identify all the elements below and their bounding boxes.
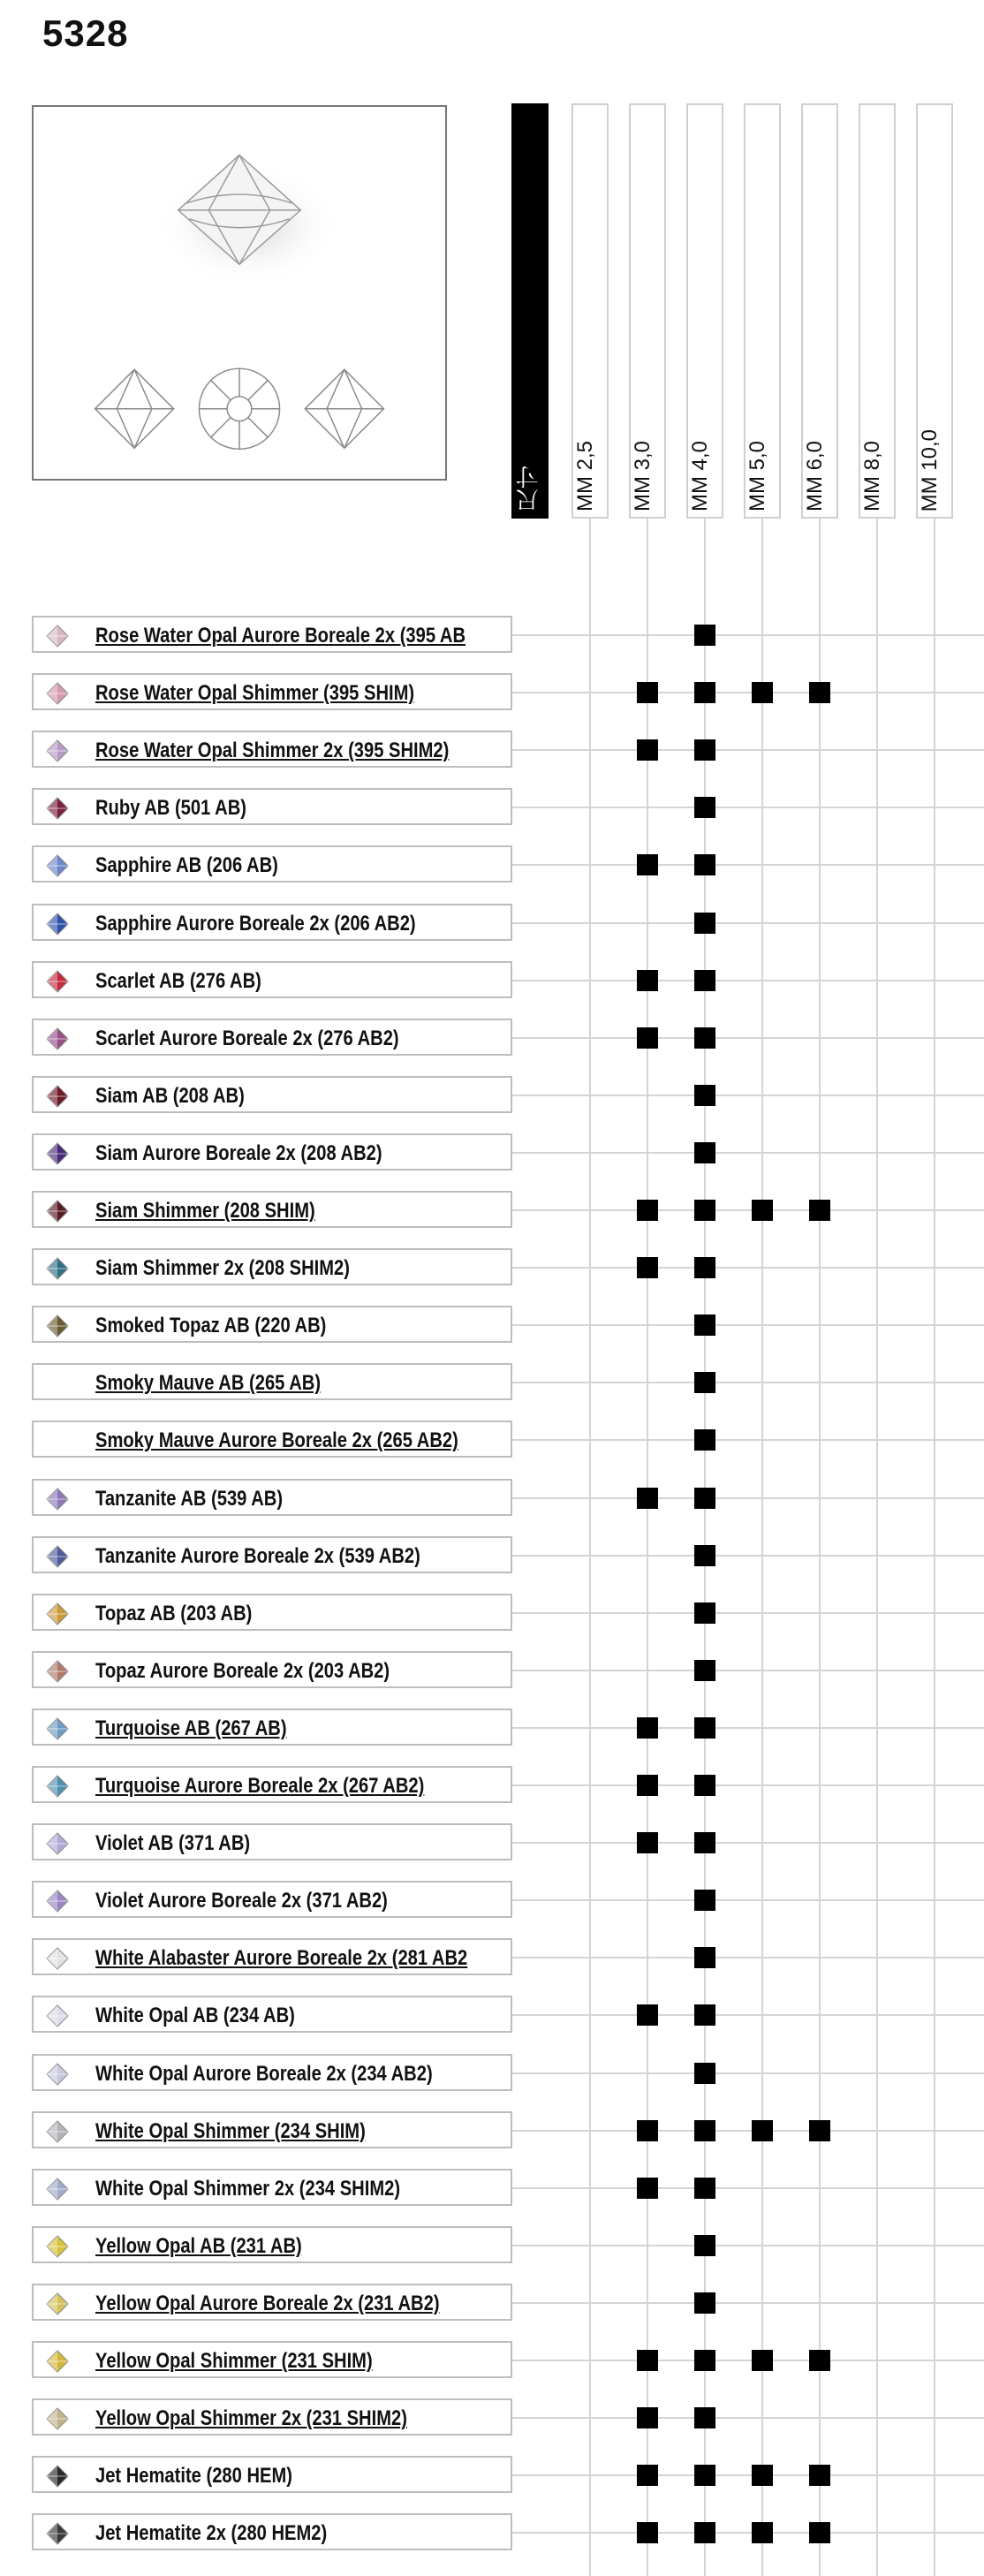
crystal-swatch-icon	[46, 625, 69, 648]
crystal-swatch-icon	[46, 2235, 69, 2258]
availability-mark	[809, 2465, 830, 2486]
availability-mark	[637, 1488, 658, 1509]
variant-label-box	[32, 1479, 512, 1516]
variant-row	[0, 1004, 984, 1062]
size-column-label: MM 8,0	[860, 440, 884, 511]
availability-mark	[694, 913, 715, 934]
row-gridline	[512, 1382, 984, 1383]
crystal-swatch-icon	[46, 2120, 69, 2143]
availability-mark	[752, 2465, 773, 2486]
crystal-swatch-icon	[46, 1027, 69, 1050]
variant-row	[0, 2154, 984, 2212]
variant-name: Sapphire AB (206 AB)	[95, 853, 278, 878]
availability-mark	[694, 1142, 715, 1163]
variant-row	[0, 601, 984, 659]
variant-row	[0, 1061, 984, 1119]
row-gridline	[512, 922, 984, 924]
crystal-swatch-icon	[46, 1257, 69, 1280]
crystal-swatch-icon	[46, 1602, 69, 1625]
availability-mark	[694, 682, 715, 703]
row-gridline	[512, 1439, 984, 1441]
availability-mark	[637, 1200, 658, 1221]
availability-mark	[694, 739, 715, 761]
variant-label-box	[32, 1766, 512, 1803]
crystal-swatch-icon	[46, 1315, 69, 1337]
variant-row	[0, 1233, 984, 1292]
crystal-swatch-icon	[46, 2292, 69, 2315]
variant-name: Yellow Opal Aurore Boreale 2x (231 AB2)	[95, 2291, 440, 2315]
variant-name: Smoky Mauve AB (265 AB)	[95, 1371, 322, 1396]
availability-mark	[752, 1200, 773, 1221]
availability-mark	[694, 2178, 715, 2199]
variant-label-box	[32, 961, 512, 998]
availability-mark	[694, 970, 715, 991]
availability-mark	[694, 2235, 715, 2256]
variant-label-box	[32, 2398, 512, 2436]
variant-row	[0, 2096, 984, 2155]
row-gridline	[512, 1670, 984, 1671]
availability-mark	[694, 854, 715, 875]
crystal-swatch-icon	[46, 2350, 69, 2373]
crystal-swatch-icon	[46, 1947, 69, 1970]
row-gridline	[512, 1152, 984, 1154]
availability-mark	[809, 1200, 830, 1221]
row-gridline	[512, 1957, 984, 1959]
crystal-swatch-icon	[46, 739, 69, 762]
variant-label-box	[32, 2226, 512, 2263]
availability-mark	[694, 1947, 715, 1968]
row-gridline	[512, 807, 984, 808]
availability-mark	[694, 1027, 715, 1049]
availability-mark	[694, 1372, 715, 1393]
availability-mark	[694, 1257, 715, 1278]
availability-mark	[809, 2120, 830, 2141]
availability-mark	[694, 1775, 715, 1796]
availability-mark	[694, 1200, 715, 1221]
row-gridline	[512, 980, 984, 981]
availability-mark	[694, 2350, 715, 2371]
availability-mark	[694, 2063, 715, 2084]
row-gridline	[512, 2072, 984, 2074]
crystal-swatch-icon	[46, 1775, 69, 1798]
variant-name: Siam Shimmer 2x (208 SHIM2)	[95, 1256, 350, 1281]
size-column-label: MM 6,0	[803, 440, 827, 511]
availability-mark	[637, 2004, 658, 2026]
availability-mark	[694, 1545, 715, 1566]
variant-label-box	[32, 1594, 512, 1631]
size-column-label: MM 10,0	[918, 428, 942, 511]
variant-name: Smoky Mauve Aurore Boreale 2x (265 AB2)	[95, 1428, 458, 1453]
availability-mark	[637, 2120, 658, 2141]
variant-name: Smoked Topaz AB (220 AB)	[95, 1314, 327, 1338]
availability-mark	[694, 2292, 715, 2314]
row-gridline	[512, 1267, 984, 1269]
crystal-swatch-icon	[46, 1200, 69, 1223]
availability-mark	[694, 625, 715, 646]
availability-mark	[694, 1602, 715, 1624]
variant-label-box	[32, 1708, 512, 1746]
row-gridline	[512, 749, 984, 751]
availability-mark	[694, 2004, 715, 2026]
variant-row	[0, 1751, 984, 1809]
size-column-label: MM 2,5	[573, 440, 597, 511]
variant-row	[0, 2326, 984, 2384]
row-gridline	[512, 692, 984, 693]
variant-label-box	[32, 845, 512, 883]
crystal-swatch-icon	[46, 2178, 69, 2201]
variant-row	[0, 2441, 984, 2499]
variant-name: Violet AB (371 AB)	[95, 1831, 251, 1856]
availability-mark	[637, 2522, 658, 2543]
variant-label-box	[32, 1536, 512, 1573]
availability-mark	[694, 1717, 715, 1739]
crystal-swatch-icon	[46, 797, 69, 820]
availability-mark	[809, 2350, 830, 2371]
availability-mark	[637, 1717, 658, 1739]
variant-label-box	[32, 904, 512, 941]
variant-name: Topaz Aurore Boreale 2x (203 AB2)	[95, 1658, 390, 1683]
availability-mark	[637, 739, 658, 761]
crystal-swatch-icon	[46, 970, 69, 993]
variant-name: Yellow Opal Shimmer 2x (231 SHIM2)	[95, 2406, 407, 2431]
row-gridline	[512, 2014, 984, 2016]
variant-label-box	[32, 2513, 512, 2550]
variant-label-box	[32, 2456, 512, 2493]
page-title: 5328	[42, 12, 129, 54]
crystal-swatch-icon	[46, 1890, 69, 1913]
availability-mark	[637, 1775, 658, 1796]
variant-name: Rose Water Opal Shimmer 2x (395 SHIM2)	[95, 739, 450, 763]
variant-name: Scarlet Aurore Boreale 2x (276 AB2)	[95, 1026, 399, 1050]
availability-mark	[694, 2522, 715, 2543]
variant-name: Tanzanite AB (539 AB)	[95, 1486, 284, 1511]
variant-label-box	[32, 1133, 512, 1171]
variant-name: Scarlet AB (276 AB)	[95, 968, 261, 993]
variant-name: Rose Water Opal Shimmer (395 SHIM)	[95, 681, 415, 706]
crystal-swatch-icon	[46, 854, 69, 877]
variant-row	[0, 889, 984, 947]
crystal-swatch-icon	[46, 2522, 69, 2545]
variant-row	[0, 946, 984, 1004]
availability-mark	[637, 1257, 658, 1278]
variant-name: Jet Hematite (280 HEM)	[95, 2464, 292, 2489]
row-gridline	[512, 1842, 984, 1844]
crystal-swatch-icon	[46, 2063, 69, 2086]
availability-mark	[694, 1660, 715, 1681]
variant-name: Rose Water Opal Aurore Boreale 2x (395 AB	[95, 624, 466, 648]
availability-mark	[752, 2120, 773, 2141]
variant-label-box	[32, 1421, 512, 1458]
availability-mark	[694, 2407, 715, 2428]
variant-label-box	[32, 673, 512, 710]
availability-mark	[637, 2178, 658, 2199]
variant-label-box	[32, 1363, 512, 1400]
availability-mark	[694, 1488, 715, 1509]
row-gridline	[512, 2302, 984, 2304]
availability-mark	[752, 2350, 773, 2371]
variant-name: Ruby AB (501 AB)	[95, 796, 247, 821]
variant-row	[0, 2039, 984, 2097]
variant-label-box	[32, 1019, 512, 1056]
variant-label-box	[32, 2111, 512, 2148]
variant-name: Topaz AB (203 AB)	[95, 1601, 253, 1625]
variant-row	[0, 1176, 984, 1234]
variant-name: Turquoise Aurore Boreale 2x (267 AB2)	[95, 1774, 425, 1798]
row-gridline	[512, 1784, 984, 1786]
variant-row	[0, 1923, 984, 1981]
crystal-swatch-icon	[46, 2465, 69, 2488]
variant-label-box	[32, 2054, 512, 2091]
availability-mark	[694, 2465, 715, 2486]
variant-label-box	[32, 1248, 512, 1285]
variant-label-box	[32, 1076, 512, 1113]
crystal-swatch-icon	[46, 1717, 69, 1740]
availability-mark	[694, 1832, 715, 1853]
variant-row	[0, 2498, 984, 2557]
row-gridline	[512, 634, 984, 636]
variant-row	[0, 1808, 984, 1867]
row-gridline	[512, 1899, 984, 1901]
variant-label-box	[32, 2341, 512, 2378]
variant-label-box	[32, 1938, 512, 1975]
crystal-swatch-icon	[46, 1832, 69, 1855]
variant-row	[0, 1636, 984, 1694]
size-header-label: 尺寸	[515, 466, 541, 511]
variant-name: Yellow Opal Shimmer (231 SHIM)	[95, 2349, 373, 2373]
variant-row	[0, 1579, 984, 1637]
variant-row	[0, 773, 984, 831]
variant-row	[0, 2383, 984, 2442]
crystal-swatch-icon	[46, 913, 69, 936]
availability-mark	[809, 2522, 830, 2543]
row-gridline	[512, 1209, 984, 1211]
variant-row	[0, 1118, 984, 1177]
size-column-label: MM 5,0	[746, 440, 769, 511]
variant-row	[0, 1291, 984, 1349]
availability-mark	[694, 797, 715, 818]
availability-mark	[637, 2350, 658, 2371]
variant-name: White Opal Aurore Boreale 2x (234 AB2)	[95, 2061, 433, 2086]
availability-mark	[637, 2465, 658, 2486]
row-gridline	[512, 1612, 984, 1614]
variant-name: Siam Aurore Boreale 2x (208 AB2)	[95, 1140, 382, 1165]
row-gridline	[512, 2187, 984, 2189]
availability-mark	[637, 970, 658, 991]
availability-mark	[752, 2522, 773, 2543]
size-column-label: MM 4,0	[688, 440, 712, 511]
variant-name: Turquoise AB (267 AB)	[95, 1716, 287, 1740]
variant-name: White Opal Shimmer 2x (234 SHIM2)	[95, 2176, 401, 2201]
variant-name: Siam Shimmer (208 SHIM)	[95, 1199, 315, 1223]
availability-mark	[637, 1832, 658, 1853]
variant-name: White Opal AB (234 AB)	[95, 2004, 295, 2028]
variant-row	[0, 1464, 984, 1522]
availability-mark	[694, 1890, 715, 1911]
crystal-swatch-icon	[46, 1085, 69, 1108]
crystal-swatch-icon	[46, 1488, 69, 1511]
availability-mark	[637, 854, 658, 875]
row-gridline	[512, 2532, 984, 2534]
crystal-swatch-icon	[46, 1545, 69, 1568]
variant-name: Yellow Opal AB (231 AB)	[95, 2233, 302, 2258]
variant-label-box	[32, 1881, 512, 1918]
row-gridline	[512, 1727, 984, 1729]
variant-row	[0, 2269, 984, 2327]
variant-row	[0, 1405, 984, 1464]
variant-label-box	[32, 1996, 512, 2033]
variant-row	[0, 1866, 984, 1924]
variant-name: White Alabaster Aurore Boreale 2x (281 AB2	[95, 1946, 468, 1971]
row-gridline	[512, 2417, 984, 2419]
crystal-swatch-icon	[46, 2407, 69, 2430]
row-gridline	[512, 1095, 984, 1096]
variant-row	[0, 830, 984, 889]
variant-name: Sapphire Aurore Boreale 2x (206 AB2)	[95, 911, 416, 936]
crystal-swatch-icon	[46, 2004, 69, 2027]
availability-mark	[637, 2407, 658, 2428]
variant-label-box	[32, 2169, 512, 2206]
variant-label-box	[32, 788, 512, 825]
row-gridline	[512, 2245, 984, 2246]
row-gridline	[512, 2130, 984, 2132]
crystal-swatch-icon	[46, 682, 69, 705]
variant-row	[0, 1521, 984, 1580]
row-gridline	[512, 864, 984, 866]
row-gridline	[512, 2360, 984, 2361]
variant-name: Siam AB (208 AB)	[95, 1083, 245, 1108]
variant-row	[0, 658, 984, 716]
variant-name: Jet Hematite 2x (280 HEM2)	[95, 2521, 328, 2546]
row-gridline	[512, 1324, 984, 1326]
variant-name: Tanzanite Aurore Boreale 2x (539 AB2)	[95, 1543, 420, 1568]
variant-row	[0, 716, 984, 774]
availability-mark	[809, 682, 830, 703]
size-column-label: MM 3,0	[631, 440, 655, 511]
availability-mark	[694, 1315, 715, 1336]
row-gridline	[512, 1037, 984, 1039]
availability-mark	[694, 1429, 715, 1451]
variant-label-box	[32, 1823, 512, 1860]
variant-label-box	[32, 1651, 512, 1688]
variant-label-box	[32, 1306, 512, 1343]
variant-name: Violet Aurore Boreale 2x (371 AB2)	[95, 1889, 388, 1913]
availability-mark	[694, 1085, 715, 1106]
variant-row	[0, 2211, 984, 2269]
variant-label-box	[32, 731, 512, 768]
row-gridline	[512, 2474, 984, 2476]
availability-mark	[694, 2120, 715, 2141]
availability-mark	[637, 682, 658, 703]
variant-row	[0, 1348, 984, 1406]
crystal-swatch-icon	[46, 1142, 69, 1165]
row-gridline	[512, 1555, 984, 1557]
variant-row	[0, 1981, 984, 2039]
variant-label-box	[32, 1191, 512, 1228]
variant-label-box	[32, 2284, 512, 2321]
row-gridline	[512, 1497, 984, 1499]
variant-row	[0, 1693, 984, 1752]
availability-mark	[637, 1027, 658, 1049]
variant-name: White Opal Shimmer (234 SHIM)	[95, 2118, 366, 2143]
variant-label-box	[32, 616, 512, 653]
crystal-swatch-icon	[46, 1660, 69, 1683]
availability-mark	[752, 682, 773, 703]
